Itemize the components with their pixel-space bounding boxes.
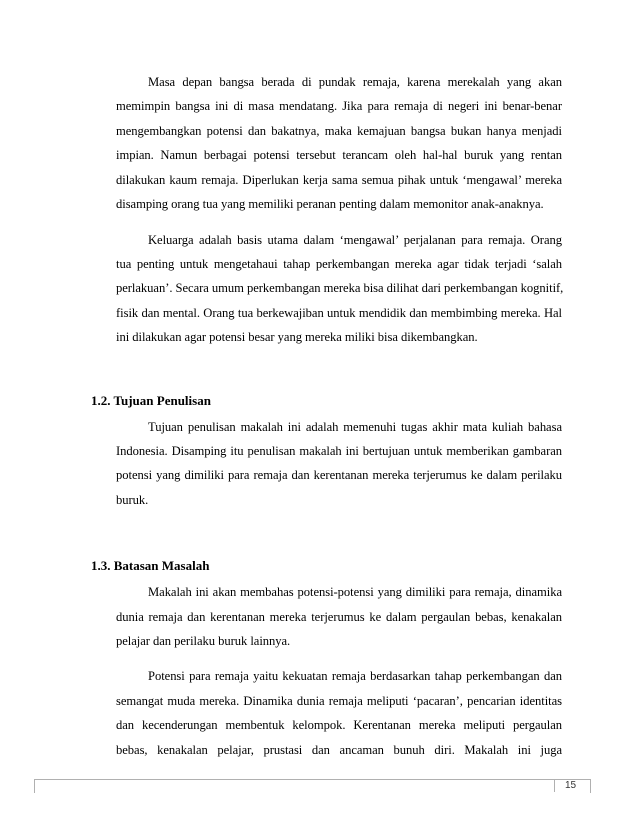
section-heading-tujuan: 1.2. Tujuan Penulisan	[91, 393, 211, 408]
paragraph-line: dilakukan kaum remaja. Diperlukan kerja sama semua pihak untuk ‘mengawal’ mereka	[116, 173, 562, 187]
paragraph-line: Keluarga adalah basis utama dalam ‘mengawal’ perjalanan para remaja. Orang	[148, 233, 562, 247]
paragraph-line: fisik dan mental. Orang tua berkewajiban untuk mendidik dan membimbing mereka. Hal	[116, 306, 562, 320]
paragraph-line: disamping orang tua yang memiliki peranan penting dalam memonitor anak-anaknya.	[116, 197, 544, 211]
page-number: 15	[565, 780, 577, 791]
paragraph-line: Tujuan penulisan makalah ini adalah memenuhi tugas akhir mata kuliah bahasa	[148, 420, 562, 434]
paragraph-line: pelajar dan perilaku buruk lainnya.	[116, 634, 291, 648]
paragraph-line: Potensi para remaja yaitu kekuatan remaja berdasarkan tahap perkembangan dan	[148, 669, 562, 683]
paragraph-line: Makalah ini akan membahas potensi-potensi yang dimiliki para remaja, dinamika	[148, 585, 562, 599]
paragraph-line: potensi yang dimiliki para remaja dan kerentanan mereka terjerumus ke dalam perilaku	[116, 468, 562, 482]
paragraph-line: Indonesia. Disamping itu penulisan makalah ini bertujuan untuk memberikan gambaran	[116, 444, 562, 458]
paragraph-line: Masa depan bangsa berada di pundak remaja, karena merekalah yang akan	[148, 75, 562, 89]
paragraph-line: buruk.	[116, 493, 149, 507]
footer-divider	[34, 779, 555, 792]
paragraph-line: perlakuan’. Secara umum perkembangan mereka bisa dilihat dari perkembangan kognitif,	[116, 281, 564, 295]
paragraph-line: tua penting untuk mengetahaui tahap perkembangan mereka agar tidak terjadi ‘salah	[116, 257, 562, 271]
paragraph-line: bebas, kenakalan pelajar, prustasi dan ancaman bunuh diri. Makalah ini juga	[116, 743, 562, 757]
section-heading-batasan: 1.3. Batasan Masalah	[91, 558, 210, 573]
paragraph-line: impian. Namun berbagai potensi tersebut terancam oleh hal-hal buruk yang rentan	[116, 148, 562, 162]
paragraph-line: memimpin bangsa ini di masa mendatang. Jika para remaja di negeri ini benar-benar	[116, 99, 562, 113]
paragraph-line: mengembangkan potensi dan bakatnya, maka kemajuan bangsa bukan hanya menjadi	[116, 124, 562, 138]
paragraph-line: dunia remaja dan kerentanan mereka terjerumus ke dalam pergaulan bebas, kenakalan	[116, 610, 562, 624]
paragraph-line: dan kecenderungan membentuk kelompok. Kerentanan mereka meliputi pergaulan	[116, 718, 562, 732]
paragraph-line: semangat muda mereka. Dinamika dunia remaja meliputi ‘pacaran’, pencarian identitas	[116, 694, 562, 708]
paragraph-line: ini dilakukan agar potensi besar yang mereka miliki bisa dikembangkan.	[116, 330, 478, 344]
